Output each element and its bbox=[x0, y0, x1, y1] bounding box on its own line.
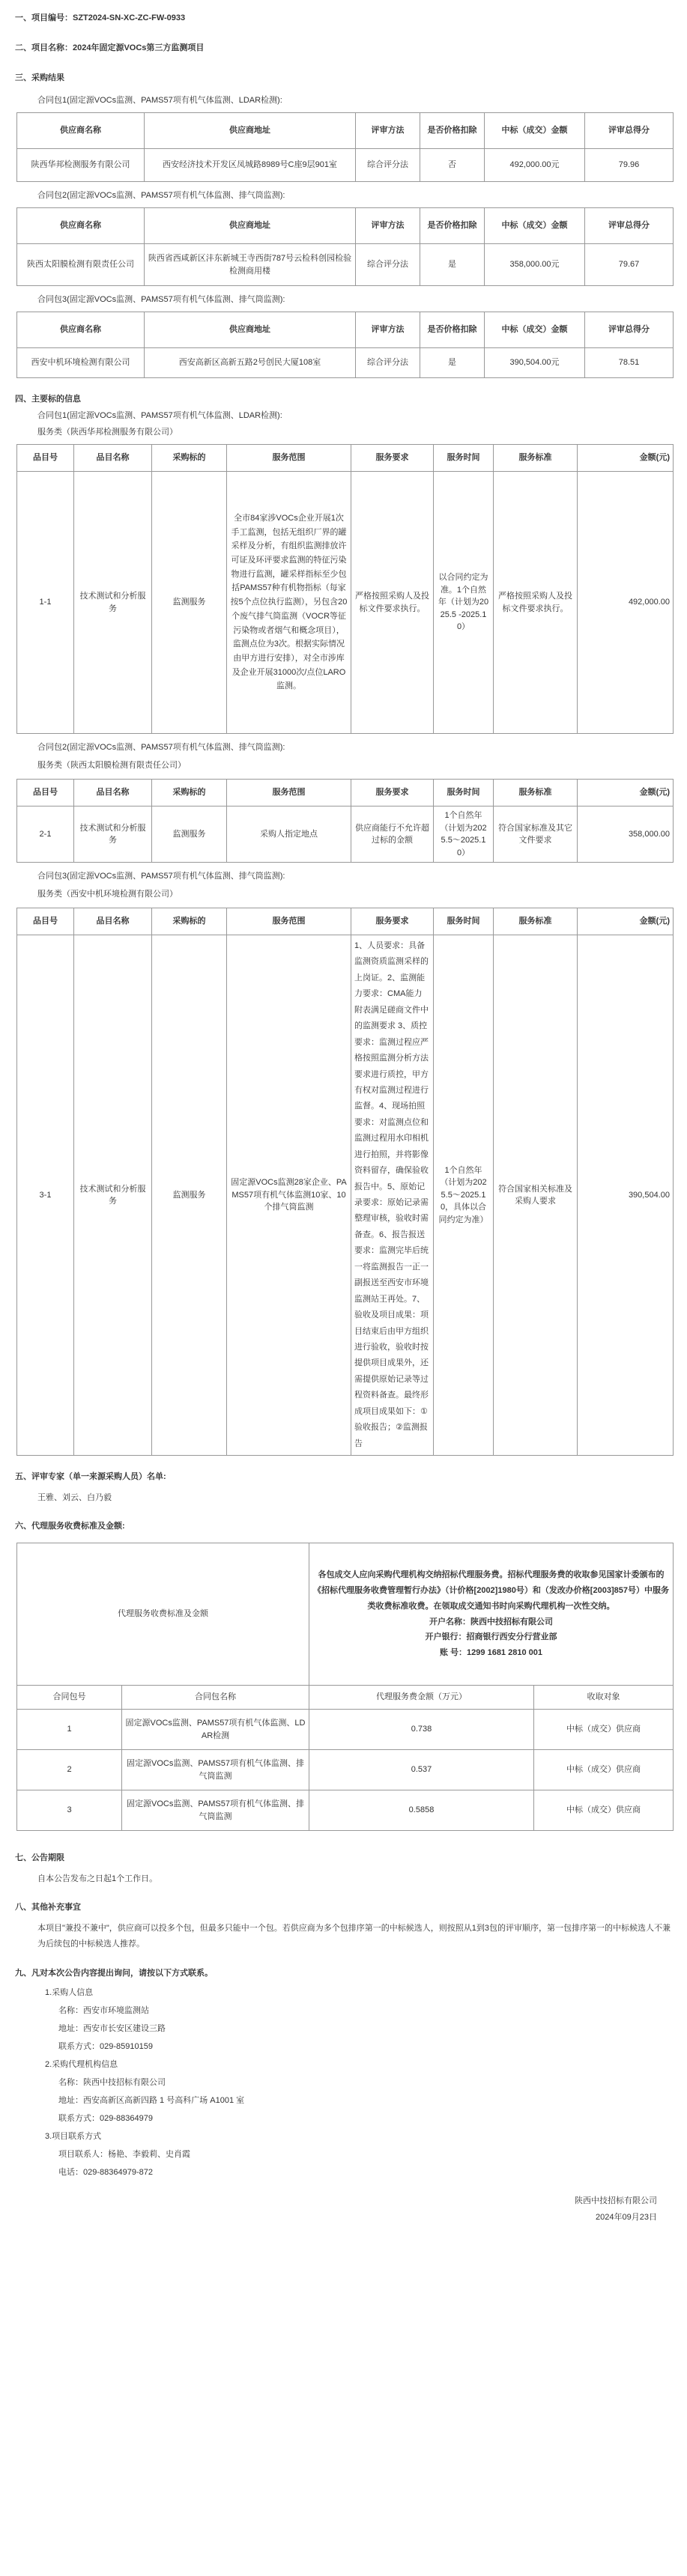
review-score: 79.96 bbox=[585, 149, 674, 182]
purchaser-title: 1.采购人信息 bbox=[45, 1987, 94, 1997]
col-header: 供应商地址 bbox=[145, 312, 356, 348]
table-row bbox=[17, 244, 674, 286]
result-title: 三、采购结果 bbox=[15, 73, 64, 82]
fee-description-text: 各包成交人应向采购代理机构交纳招标代理服务费。招标代理服务费的收取参见国家计委颁布的《招标代理服务收费管理暂行办法》（计价格[2002]1980号）和（发改办价格[2003]857号）中服务类收费标准收费。在领取成交通知书时向采购代理机构一次性交纳。 bbox=[313, 1570, 669, 1611]
table-row bbox=[17, 472, 674, 734]
fee-table bbox=[16, 1543, 674, 1831]
col-header: 品目号 bbox=[17, 780, 74, 806]
service-scope: 固定源VOCs监测28家企业、PAMS57项有机气体监测10家、10个排气筒监测 bbox=[227, 935, 351, 1456]
col-header: 供应商名称 bbox=[17, 208, 145, 244]
lot-1-intro: 合同包1(固定源VOCs监测、PAMS57项有机气体监测、LDAR检测): bbox=[37, 96, 282, 105]
col-header: 代理服务费金额（万元） bbox=[309, 1686, 534, 1710]
agency-name: 名称：陕西中技招标有限公司 bbox=[58, 2077, 166, 2087]
col-header: 采购标的 bbox=[152, 780, 227, 806]
col-header: 采购标的 bbox=[152, 908, 227, 935]
notice-text: 自本公告发布之日起1个工作日。 bbox=[37, 1874, 158, 1883]
service-requirement: 1、人员要求：具备监测资质监测采样的上岗证。2、监测能力要求：CMA能力附表满足磋商文件中的监测要求 3、质控要求：监测过程应严格按照监测分析方法要求进行质控，甲方有权对监测过程进行监督。4、现场拍照要求：对监测点位和监测过程用水印相机进行拍照，并将影像资料留存，确保验收报告中。5、原始记录要求：原始记录需整理审核，验收时需备查。6、报告报送要求：监测完毕后统一将监测报告一正一副报送至西安市环境监测站王再处。7、验收及项目成果：项目结束后由甲方组织进行验收，验收时按提供项目成果外，还需提供原始记录等过程资料备查。最终形成项目成果如下：①验收报告；②监测报告 bbox=[351, 935, 434, 1456]
project-name: 2024年固定源VOCs第三方监测项目 bbox=[73, 43, 205, 52]
col-header: 服务要求 bbox=[351, 780, 434, 806]
service-standard: 符合国家标准及其它文件要求 bbox=[494, 806, 578, 863]
table-row bbox=[17, 149, 674, 182]
service-scope: 全市84家涉VOCs企业开展1次手工监测，包括无组织厂界的罐采样及分析，有组织监测排放许可证及环评要求监测的特征污染物进行监测，罐采样指标至少包括PAMS57种有机物指标（每家按5个点位执行监测），另包含20个废气排气筒监测（VOCR等征污染物或者烟气和概念项目），监测点位为3次。根据实际情况由甲方进行安排），对全市涉库及企业开展31000次/点位LARO监测。 bbox=[227, 472, 351, 734]
col-header: 是否价格扣除 bbox=[420, 208, 485, 244]
account-bank: 开户银行：招商银行西安分行营业部 bbox=[425, 1632, 557, 1642]
item-name: 技术测试和分析服务 bbox=[74, 935, 152, 1456]
fee-lot-number: 2 bbox=[17, 1750, 122, 1790]
purchaser-address: 地址：西安市长安区建设三路 bbox=[58, 2023, 166, 2033]
col-header: 合同包号 bbox=[17, 1686, 122, 1710]
item-number: 3-1 bbox=[17, 935, 74, 1456]
detail-2-table bbox=[16, 779, 674, 863]
supplier-name: 西安中机环境检测有限公司 bbox=[17, 348, 145, 378]
supplier-name: 陕西太阳膜检测有限责任公司 bbox=[17, 244, 145, 286]
col-header: 服务范围 bbox=[227, 780, 351, 806]
award-amount: 358,000.00元 bbox=[485, 244, 585, 286]
award-amount: 492,000.00元 bbox=[485, 149, 585, 182]
price-deduction: 是 bbox=[420, 244, 485, 286]
col-header: 供应商名称 bbox=[17, 312, 145, 348]
detail-2-vendor: 服务类（陕西太阳膜检测有限责任公司） bbox=[37, 761, 186, 770]
detail-1-table bbox=[16, 444, 674, 734]
project-contact-people: 项目联系人：杨艳、李毅莉、史肖霞 bbox=[58, 2149, 190, 2159]
item-number: 1-1 bbox=[17, 472, 74, 734]
col-header: 服务范围 bbox=[227, 908, 351, 935]
col-header: 服务时间 bbox=[434, 908, 494, 935]
procurement-target: 监测服务 bbox=[152, 935, 227, 1456]
agency-phone: 联系方式：029-88364979 bbox=[58, 2113, 153, 2123]
col-header: 评审总得分 bbox=[585, 113, 674, 149]
col-header: 评审方法 bbox=[356, 208, 420, 244]
notice-title: 七、公告期限 bbox=[15, 1853, 64, 1862]
amount: 390,504.00 bbox=[578, 935, 674, 1456]
fee-description-row bbox=[17, 1543, 674, 1686]
col-header: 品目名称 bbox=[74, 445, 152, 472]
announcement-date: 2024年09月23日 bbox=[596, 2212, 657, 2222]
col-header: 服务要求 bbox=[351, 908, 434, 935]
detail-2-intro: 合同包2(固定源VOCs监测、PAMS57项有机气体监测、排气筒监测): bbox=[37, 743, 285, 752]
review-score: 78.51 bbox=[585, 348, 674, 378]
procurement-target: 监测服务 bbox=[152, 806, 227, 863]
col-header: 金额(元) bbox=[578, 908, 674, 935]
col-header: 采购标的 bbox=[152, 445, 227, 472]
col-header: 评审方法 bbox=[356, 312, 420, 348]
col-header: 服务标准 bbox=[494, 445, 578, 472]
service-time: 以合同约定为准。1个自然年（计划为2025.5 -2025.10） bbox=[434, 472, 494, 734]
col-header: 供应商地址 bbox=[145, 113, 356, 149]
amount: 492,000.00 bbox=[578, 472, 674, 734]
col-header: 服务时间 bbox=[434, 780, 494, 806]
col-header: 评审总得分 bbox=[585, 208, 674, 244]
fee-lot-number: 3 bbox=[17, 1790, 122, 1831]
project-name-label: 二、项目名称： bbox=[15, 43, 73, 52]
price-deduction: 是 bbox=[420, 348, 485, 378]
agency-address: 地址：西安高新区高新四路 1 号高科广场 A1001 室 bbox=[58, 2095, 245, 2105]
fee-payer: 中标（成交）供应商 bbox=[534, 1790, 674, 1831]
fee-amount: 0.738 bbox=[309, 1710, 534, 1750]
col-header: 服务时间 bbox=[434, 445, 494, 472]
supplier-name: 陕西华邦检测服务有限公司 bbox=[17, 149, 145, 182]
fee-description bbox=[309, 1543, 674, 1686]
col-header: 服务标准 bbox=[494, 780, 578, 806]
lot-3-result-table bbox=[16, 312, 674, 378]
table-row bbox=[17, 348, 674, 378]
detail-3-vendor: 服务类（西安中机环境检测有限公司） bbox=[37, 890, 178, 899]
fee-payer: 中标（成交）供应商 bbox=[534, 1710, 674, 1750]
account-name: 开户名称：陕西中技招标有限公司 bbox=[429, 1617, 553, 1626]
service-time: 1个自然年（计划为2025.5～2025.10） bbox=[434, 806, 494, 863]
supplier-address: 西安高新区高新五路2号创民大厦108室 bbox=[145, 348, 356, 378]
col-header: 供应商地址 bbox=[145, 208, 356, 244]
lot-2-intro: 合同包2(固定源VOCs监测、PAMS57项有机气体监测、排气筒监测): bbox=[37, 191, 285, 200]
item-name: 技术测试和分析服务 bbox=[74, 806, 152, 863]
other-text: 本项目"兼投不兼中"，供应商可以投多个包，但最多只能中一个包。若供应商为多个包排序第一的中标候选人，则按照从1到3包的评审顺序，第一包排序第一的中标候选人不兼为后续包的中标候选人推荐。 bbox=[37, 1924, 671, 1948]
project-name-line bbox=[15, 42, 672, 57]
agency-title: 2.采购代理机构信息 bbox=[45, 2059, 118, 2069]
detail-3-intro: 合同包3(固定源VOCs监测、PAMS57项有机气体监测、排气筒监测): bbox=[37, 872, 285, 881]
col-header: 品目名称 bbox=[74, 780, 152, 806]
col-header: 品目号 bbox=[17, 908, 74, 935]
experts-title: 五、评审专家（单一来源采购人员）名单: bbox=[15, 1472, 166, 1481]
project-contact-title: 3.项目联系方式 bbox=[45, 2131, 102, 2141]
fee-lot-number: 1 bbox=[17, 1710, 122, 1750]
col-header: 服务范围 bbox=[227, 445, 351, 472]
service-scope: 采购人指定地点 bbox=[227, 806, 351, 863]
review-score: 79.67 bbox=[585, 244, 674, 286]
item-name: 技术测试和分析服务 bbox=[74, 472, 152, 734]
col-header: 服务标准 bbox=[494, 908, 578, 935]
col-header: 中标（成交）金额 bbox=[485, 208, 585, 244]
review-method: 综合评分法 bbox=[356, 348, 420, 378]
other-title: 八、其他补充事宜 bbox=[15, 1903, 81, 1912]
lot-2-result-table bbox=[16, 207, 674, 286]
fee-amount: 0.537 bbox=[309, 1750, 534, 1790]
purchaser-phone: 联系方式：029-85910159 bbox=[58, 2041, 153, 2051]
detail-1-intro: 合同包1(固定源VOCs监测、PAMS57项有机气体监测、LDAR检测): bbox=[37, 411, 282, 420]
fee-label: 代理服务收费标准及金额 bbox=[17, 1543, 309, 1686]
lot-3-intro: 合同包3(固定源VOCs监测、PAMS57项有机气体监测、排气筒监测): bbox=[37, 295, 285, 304]
service-time: 1个自然年（计划为2025.5～2025.10，具体以合同约定为准） bbox=[434, 935, 494, 1456]
col-header: 是否价格扣除 bbox=[420, 113, 485, 149]
table-row bbox=[17, 1790, 674, 1831]
service-standard: 严格按照采购人及投标文件要求执行。 bbox=[494, 472, 578, 734]
fee-lot-name: 固定源VOCs监测、PAMS57项有机气体监测、LDAR检测 bbox=[122, 1710, 309, 1750]
fee-lot-name: 固定源VOCs监测、PAMS57项有机气体监测、排气筒监测 bbox=[122, 1750, 309, 1790]
table-row bbox=[17, 1710, 674, 1750]
table-row bbox=[17, 935, 674, 1456]
fee-lot-name: 固定源VOCs监测、PAMS57项有机气体监测、排气筒监测 bbox=[122, 1790, 309, 1831]
award-amount: 390,504.00元 bbox=[485, 348, 585, 378]
price-deduction: 否 bbox=[420, 149, 485, 182]
main-info-title: 四、主要标的信息 bbox=[15, 395, 81, 404]
col-header: 中标（成交）金额 bbox=[485, 113, 585, 149]
review-method: 综合评分法 bbox=[356, 244, 420, 286]
detail-3-table bbox=[16, 908, 674, 1456]
table-row bbox=[17, 1750, 674, 1790]
service-requirement: 严格按照采购人及投标文件要求执行。 bbox=[351, 472, 434, 734]
col-header: 合同包名称 bbox=[122, 1686, 309, 1710]
review-method: 综合评分法 bbox=[356, 149, 420, 182]
fee-amount: 0.5858 bbox=[309, 1790, 534, 1831]
table-row bbox=[17, 806, 674, 863]
col-header: 是否价格扣除 bbox=[420, 312, 485, 348]
procurement-target: 监测服务 bbox=[152, 472, 227, 734]
col-header: 金额(元) bbox=[578, 445, 674, 472]
project-number: SZT2024-SN-XC-ZC-FW-0933 bbox=[73, 13, 186, 22]
project-number-label: 一、项目编号： bbox=[15, 13, 73, 22]
project-contact-phone: 电话：029-88364979-872 bbox=[58, 2167, 153, 2177]
service-requirement: 供应商能行不允许超过标的金额 bbox=[351, 806, 434, 863]
fee-payer: 中标（成交）供应商 bbox=[534, 1750, 674, 1790]
col-header: 服务要求 bbox=[351, 445, 434, 472]
purchaser-name: 名称：西安市环境监测站 bbox=[58, 2005, 149, 2015]
col-header: 品目名称 bbox=[74, 908, 152, 935]
col-header: 品目号 bbox=[17, 445, 74, 472]
col-header: 收取对象 bbox=[534, 1686, 674, 1710]
lot-1-result-table bbox=[16, 112, 674, 182]
supplier-address: 西安经济技术开发区凤城路8989号C座9层901室 bbox=[145, 149, 356, 182]
amount: 358,000.00 bbox=[578, 806, 674, 863]
fee-title: 六、代理服务收费标准及金额: bbox=[15, 1522, 125, 1531]
account-number: 账 号：1299 1681 2810 001 bbox=[440, 1648, 542, 1658]
detail-1-vendor: 服务类（陕西华邦检测服务有限公司） bbox=[37, 428, 178, 437]
col-header: 中标（成交）金额 bbox=[485, 312, 585, 348]
col-header: 评审总得分 bbox=[585, 312, 674, 348]
experts-list: 王雅、刘云、白乃毅 bbox=[37, 1493, 112, 1502]
col-header: 评审方法 bbox=[356, 113, 420, 149]
col-header: 金额(元) bbox=[578, 780, 674, 806]
col-header: 供应商名称 bbox=[17, 113, 145, 149]
project-number-line bbox=[15, 12, 672, 27]
item-number: 2-1 bbox=[17, 806, 74, 863]
signature: 陕西中技招标有限公司 bbox=[575, 2196, 657, 2205]
supplier-address: 陕西省西咸新区沣东新城王寺西街787号云检科创园检验检测商用楼 bbox=[145, 244, 356, 286]
service-standard: 符合国家相关标准及采购人要求 bbox=[494, 935, 578, 1456]
contact-title: 九、凡对本次公告内容提出询问，请按以下方式联系。 bbox=[15, 1968, 213, 1978]
